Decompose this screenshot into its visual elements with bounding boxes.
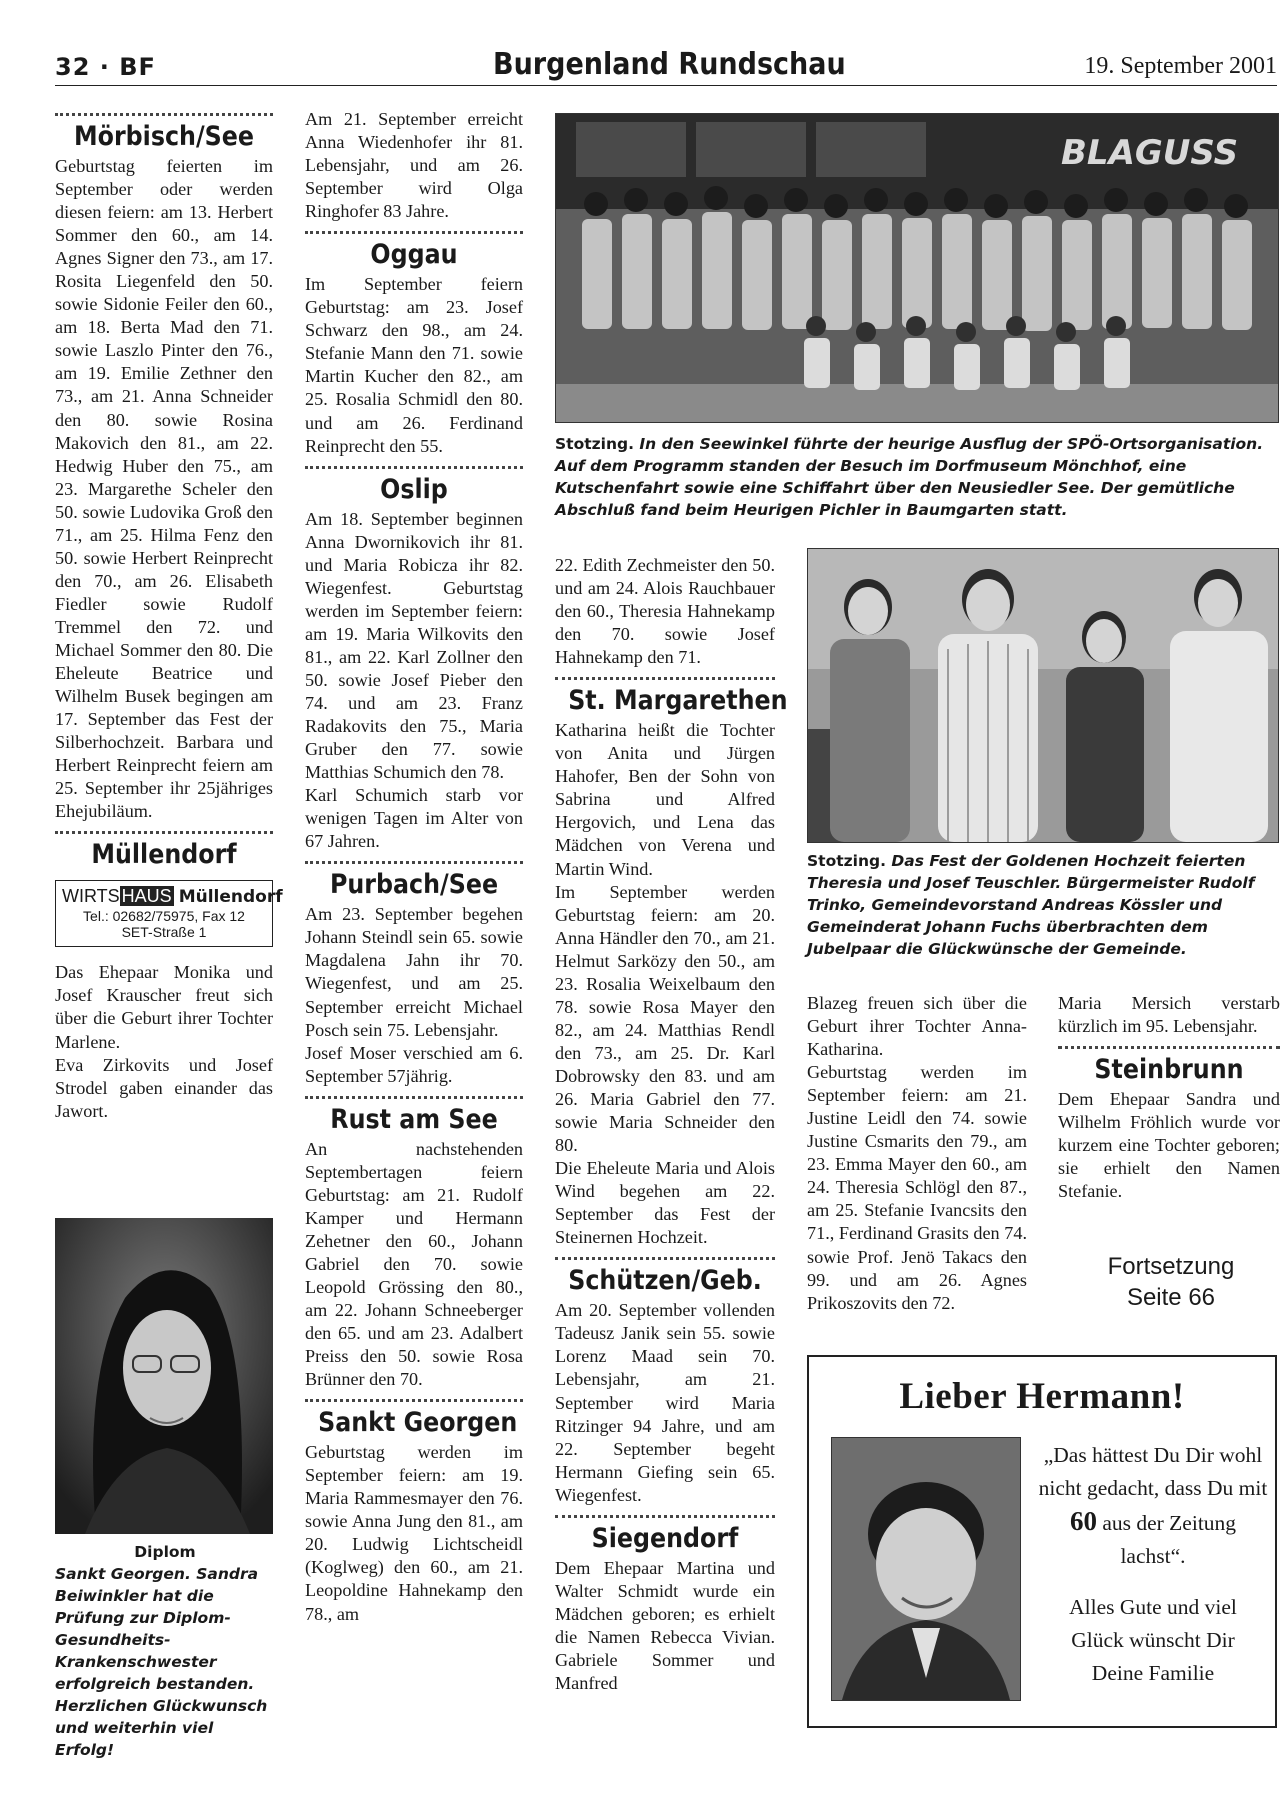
- article-siegendorf: Dem Ehepaar Martina und Walter Schmidt wurde ein Mädchen geboren; es erhielt die Namen Rebecca Vivian. Gabriele Sommer und Manfred: [555, 1557, 775, 1693]
- birthday-ad-image: [832, 1438, 1020, 1700]
- bus-lettering: BLAGUSS: [1061, 133, 1239, 173]
- section-heading-schuetzen: Schützen/Geb.: [568, 1265, 762, 1297]
- section-heading-steinbrunn: Steinbrunn: [1094, 1054, 1244, 1086]
- article-intro-col2: Am 21. September erreicht Anna Wiedenhofer ihr 81. Lebensjahr, und am 26. September wird Olga Ringhofer 83 Jahre.: [305, 109, 523, 222]
- caption-group-photo: [555, 433, 1280, 521]
- section-heading-oggau: Oggau: [370, 239, 458, 271]
- article-oggau: Im September feiern Geburtstag: am 23. Josef Schwarz den 98., am 24. Stefanie Mann den 71. sowie Martin Kucher den 82., am 25. Rosalia Schmidl den 80. und am 26. Ferdinand Reinprecht den 55.: [305, 274, 523, 456]
- group-photo-stotzing: [555, 113, 1279, 423]
- column-2: [305, 108, 523, 1626]
- article-col4: Blazeg freuen sich über die Geburt ihrer Tochter Anna-Katharina. Geburtstag werden im September feiern: am 21. Justine Leidl den 74. sowie Justine Csmarits den 79., am 23. Emma Mayer den 60., am 24. Theresia Schlögl den 87., am 25. Stefanie Ivancsits den 71., Ferdinand Grasits den 74. sowie Prof. Jenö Takacs den 99. und am 26. Agnes Prikoszovits den 72.: [807, 993, 1027, 1313]
- birthday-ad-greeting: Alles Gute und viel Glück wünscht Dir Deine Familie: [1069, 1595, 1237, 1685]
- article-steinbrunn: Dem Ehepaar Sandra und Wilhelm Fröhlich wurde vor kurzem eine Tochter geboren; sie erhielt den Namen Stefanie.: [1058, 1089, 1280, 1202]
- section-heading-sankt-georgen: Sankt Georgen: [318, 1407, 518, 1439]
- portrait-photo-sandra: [55, 1218, 273, 1534]
- article-oslip: Am 18. September beginnen Anna Dwornikovich ihr 81. und Maria Robicza ihr 82. Wiegenfest. Geburtstag werden im September feiern: am 19. Maria Wilkovits den 81., am 22. Karl Zollner den 50. sowie Josef Pieber den 74. und am 23. Franz Radakovits den 75., Maria Gruber den 77. sowie Matthias Schumich den 78. Karl Schumich starb vor wenigen Tagen im Alter von 67 Jahren.: [305, 508, 523, 852]
- divider: [305, 1399, 523, 1402]
- page-header: [55, 45, 1277, 89]
- caption-group-text: In den Seewinkel führte der heurige Ausflug der SPÖ-Ortsorganisation. Auf dem Programm standen der Besuch im Dorfmuseum Mönchhof, eine Kutschenfahrt sowie eine Schiffahrt über den Neusiedler See. Der gemütliche Abschluß fand beim Heurigen Pichler in Baumgarten statt.: [555, 435, 1264, 519]
- caption-golden-wedding: [807, 850, 1282, 960]
- article-intro-col5: Maria Mersich verstarb kürzlich im 95. Lebensjahr.: [1058, 993, 1280, 1037]
- divider: [55, 113, 273, 116]
- article-muellendorf: Das Ehepaar Monika und Josef Krauscher freut sich über die Geburt ihrer Tochter Marlene. Eva Zirkovits und Josef Strodel gaben einander das Jawort.: [55, 962, 273, 1121]
- article-rust: An nachstehenden Septembertagen feiern Geburtstag: am 21. Rudolf Kamper und Hermann Zehetner den 60., Johann Gabriel den 70. sowie Leopold Grössing den 80., am 22. Johann Schneeberger den 65. und am 23. Adalbert Preiss den 50. sowie Rosa Brünner den 70.: [305, 1138, 523, 1390]
- divider: [55, 831, 273, 834]
- section-heading-muellendorf: Müllendorf: [91, 839, 237, 871]
- article-intro-col3: 22. Edith Zechmeister den 50. und am 24. Alois Rauchbauer den 60., Theresia Hahnekamp den 70. sowie Josef Hahnekamp den 71.: [555, 555, 775, 668]
- article-sankt-georgen: Geburtstag werden im September feiern: am 19. Maria Rammesmayer den 76. sowie Anna Jung den 81., am 20. Ludwig Lichtscheidl (Koglweg) den 60., am 21. Leopoldine Hahnekamp den 78., am: [305, 1442, 523, 1624]
- caption-golden-text: Das Fest der Goldenen Hochzeit feierten Theresia und Josef Teuschler. Bürgermeister Rudolf Trinko, Gemeindevorstand Andreas Kössler und Gemeinderat Johann Fuchs überbrachten dem Jubelpaar die Glückwünsche der Gemeinde.: [807, 852, 1255, 958]
- divider: [555, 1515, 775, 1518]
- page-label: 32 · BF: [55, 53, 156, 81]
- section-heading-st-margarethen: St. Margarethen: [568, 685, 788, 717]
- caption-golden-lead: Stotzing.: [807, 852, 886, 870]
- group-photo-image: [556, 114, 1278, 422]
- divider: [1058, 1046, 1280, 1049]
- wirtshaus-phone: Tel.: 02682/75975, Fax 12: [83, 908, 245, 925]
- section-heading-siegendorf: Siegendorf: [591, 1522, 739, 1554]
- issue-date: 19. September 2001: [1084, 53, 1277, 79]
- column-1: [55, 113, 283, 1123]
- column-4: [807, 992, 1027, 1315]
- article-st-margarethen: Katharina heißt die Tochter von Anita und Jürgen Hahofer, Ben der Sohn von Sabrina und Alfred Hergovich, und Lena das Mädchen von Verena und Martin Wind. Im September werden Geburtstag feiern: am 20. Anna Händler den 70., am 21. Helmut Sarközy den 50., am 23. Rosalia Weixelbaum den 78. sowie Rosa Mayer den 82., am 24. Matthias Rendl den 73., am 25. Dr. Karl Dobrowsky den 83. und am 26. Maria Gabriel den 77. sowie Maria Schneider den 80. Die Eheleute Maria und Alois Wind begehen am 22. September das Fest der Steinernen Hochzeit.: [555, 720, 775, 1248]
- caption-diplom-title: Diplom: [134, 1543, 196, 1561]
- continuation-note: [1058, 1251, 1284, 1313]
- section-heading-purbach: Purbach/See: [329, 869, 499, 901]
- article-purbach: Am 23. September begehen Johann Steindl sein 65. sowie Magdalena Jahn ihr 70. Wiegenfest, und am 25. September erreicht Michael Posch sein 75. Lebensjahr. Josef Moser verschied am 6. September 57jährig.: [305, 904, 523, 1086]
- caption-diplom-text: Sankt Georgen. Sandra Beiwinkler hat die Prüfung zur Diplom-Gesundheits-Krankenschwester erfolgreich bestanden. Herzlichen Glückwunsch und weiterhin viel Erfolg!: [55, 1565, 268, 1759]
- golden-wedding-image: [808, 549, 1278, 842]
- golden-wedding-photo: [807, 548, 1279, 843]
- divider: [305, 231, 523, 234]
- caption-group-lead: Stotzing.: [555, 435, 634, 453]
- article-moerbisch: Geburtstag feierten im September oder werden diesen feiern: am 13. Herbert Sommer den 60., am 14. Agnes Signer den 73., am 17. Rosita Liegenfeld den 50. sowie Sidonie Feiler den 60., am 18. Berta Mad den 71. sowie Laszlo Pinter den 76., am 19. Emilie Zethner den 73., am 21. Anna Schneider den 80. sowie Rosina Makovich den 81., am 22. Hedwig Huber den 75., am 23. Margarethe Scheler den 50. sowie Ludovika Groß den 71., am 25. Hilma Fenz den 50. sowie Herbert Reinprecht den 70., am 26. Elisabeth Fiedler sowie Rudolf Tremmel den 72. und Michael Sommer den 80. Die Eheleute Beatrice und Wilhelm Busek begingen am 17. September das Fest der Silberhochzeit. Barbara und Herbert Reinprecht feiern am 25. September ihr 25jähriges Ehejubiläum.: [55, 156, 273, 822]
- caption-diplom: [55, 1541, 275, 1761]
- section-heading-oslip: Oslip: [380, 473, 448, 505]
- birthday-ad-photo: [831, 1437, 1021, 1701]
- wirtshaus-address: SET-Straße 1: [121, 924, 207, 941]
- section-heading-rust: Rust am See: [330, 1103, 498, 1135]
- portrait-image: [55, 1218, 273, 1534]
- divider: [305, 1096, 523, 1099]
- divider: [555, 677, 775, 680]
- header-rule: [55, 85, 1277, 86]
- column-5: [1058, 992, 1280, 1203]
- column-3: [555, 554, 788, 1695]
- wirtshaus-ad: [55, 880, 283, 947]
- section-heading-moerbisch: Mörbisch/See: [73, 121, 254, 152]
- newspaper-title: Burgenland Rundschau: [493, 47, 846, 82]
- continuation-page: Seite 66: [1126, 1284, 1216, 1311]
- divider: [305, 466, 523, 469]
- continuation-label: Fortsetzung: [1107, 1253, 1235, 1280]
- birthday-ad-quote: „Das hättest Du Dir wohl nicht gedacht, dass Du mit 60 aus der Zeitung lachst“.: [1038, 1443, 1268, 1568]
- birthday-ad: [807, 1355, 1277, 1728]
- article-schuetzen: Am 20. September vollenden Tadeusz Janik sein 55. sowie Lorenz Maad sein 70. Lebensjahr, am 21. September wird Maria Ritzinger 94 Jahre, und am 22. September begeht Hermann Giefing sein 65. Wiegenfest.: [555, 1300, 775, 1505]
- divider: [305, 861, 523, 864]
- wirtshaus-brand: WIRTS HAUS Müllendorf: [62, 886, 283, 908]
- birthday-ad-title: Lieber Hermann!: [899, 1376, 1185, 1417]
- divider: [555, 1257, 775, 1260]
